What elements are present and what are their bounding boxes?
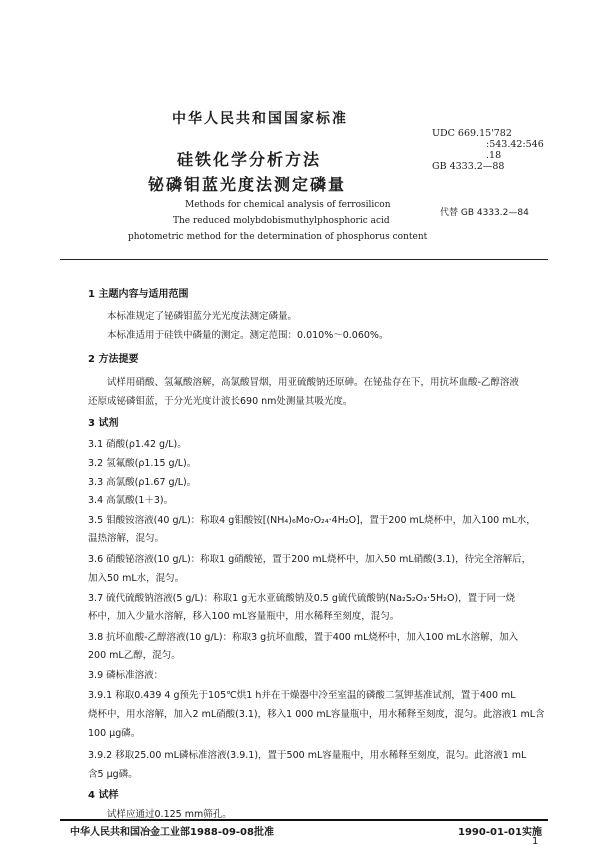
english-title-3: photometric method for the determination of phosphorus content	[128, 232, 428, 242]
udc-line-2: :543.42:546	[486, 139, 544, 150]
replaces-note: 代替 GB 4333.2—84	[440, 208, 529, 218]
gb-number: GB 4333.2—88	[432, 161, 505, 172]
reagent-3-9: 3.9 磷标准溶液：	[88, 670, 164, 681]
section-1-para-2: 本标准适用于硅铁中磷量的测定。测定范围：0.010%～0.060%。	[107, 330, 389, 341]
reagent-3-1: 3.1 硝酸(ρ1.42 g/L)。	[88, 439, 187, 450]
reagent-3-2: 3.2 氢氟酸(ρ1.15 g/L)。	[88, 458, 197, 469]
section-4-para-1: 试样应通过0.125 mm筛孔。	[107, 809, 232, 820]
reagent-3-4: 3.4 高氯酸(1＋3)。	[88, 495, 174, 506]
reagent-3-9-1-line-2: 烧杯中，用水溶解，加入2 mL硝酸(3.1)，移入1 000 mL容量瓶中，用水稀释至刻度，混匀。此溶液1 mL含	[88, 709, 545, 720]
section-1-heading: 1 主题内容与适用范围	[88, 289, 189, 300]
reagent-3-8-line-1: 3.8 抗坏血酸-乙醇溶液(10 g/L)：称取3 g抗坏血酸，置于400 mL烧杯中，加入100 mL水溶解，加入	[88, 632, 519, 643]
section-3-heading: 3 试剂	[88, 418, 119, 429]
reagent-3-7-line-1: 3.7 硫代硫酸钠溶液(5 g/L)：称取1 g无水亚硫酸钠及0.5 g硫代硫酸钠(Na₂S₂O₃·5H₂O)，置于同一烧	[88, 593, 516, 604]
page-number: 1	[532, 836, 539, 847]
english-title-1: Methods for chemical analysis of ferrosilicon	[185, 200, 391, 210]
section-2-para-2: 还原成铋磷钼蓝，于分光光度计波长690 nm处测量其吸光度。	[88, 396, 353, 407]
approval-line: 中华人民共和国冶金工业部1988-09-08批准	[70, 827, 274, 838]
reagent-3-5-line-2: 温热溶解，混匀。	[88, 533, 165, 544]
udc-block	[432, 128, 544, 172]
title-line-2: 铋磷钼蓝光度法测定磷量	[148, 175, 347, 194]
section-2-heading: 2 方法提要	[88, 354, 139, 365]
header-rule	[60, 259, 548, 260]
effective-date: 1990-01-01实施	[458, 827, 542, 838]
standard-title: 中华人民共和国国家标准	[172, 111, 348, 127]
reagent-3-9-1-line-1: 3.9.1 称取0.439 4 g预先于105℃烘1 h并在干燥器中冷至室温的磷酸二氢钾基准试剂，置于400 mL	[88, 690, 516, 701]
reagent-3-8-line-2: 200 mL乙醇，混匀。	[88, 650, 181, 661]
reagent-3-6-line-1: 3.6 硝酸铋溶液(10 g/L)：称取1 g硝酸铋，置于200 mL烧杯中，加入50 mL硝酸(3.1)，待完全溶解后，	[88, 554, 532, 565]
udc-line-3: .18	[486, 150, 502, 161]
reagent-3-9-1-line-3: 100 μg磷。	[88, 728, 141, 739]
section-4-heading: 4 试样	[88, 790, 119, 801]
section-1-para-1: 本标准规定了铋磷钼蓝分光光度法测定磷量。	[107, 311, 298, 322]
udc-line-1: UDC 669.15'782	[432, 128, 512, 139]
footer-rule	[60, 819, 548, 821]
title-line-1: 硅铁化学分析方法	[177, 150, 322, 169]
section-2-para-1: 试样用硝酸、氢氟酸溶解，高氯酸冒烟，用亚硫酸钠还原砷。在铋盐存在下，用抗坏血酸-乙醇溶液	[107, 377, 519, 388]
reagent-3-5-line-1: 3.5 钼酸铵溶液(40 g/L)：称取4 g钼酸铵[(NH₄)₆Mo₇O₂₄·4H₂O]，置于200 mL烧杯中，加入100 mL水，	[88, 515, 536, 526]
reagent-3-6-line-2: 加入50 mL水，混匀。	[88, 573, 185, 584]
reagent-3-9-2-line-1: 3.9.2 移取25.00 mL磷标准溶液(3.9.1)，置于500 mL容量瓶中，用水稀释至刻度，混匀。此溶液1 mL	[88, 750, 527, 761]
english-title-2: The reduced molybdobismuthylphosphoric acid	[173, 216, 390, 226]
reagent-3-3: 3.3 高氯酸(ρ1.67 g/L)。	[88, 477, 197, 488]
reagent-3-7-line-2: 杯中，加入少量水溶解，移入100 mL容量瓶中，用水稀释至刻度，混匀。	[88, 611, 400, 622]
reagent-3-9-2-line-2: 含5 μg磷。	[88, 769, 138, 780]
